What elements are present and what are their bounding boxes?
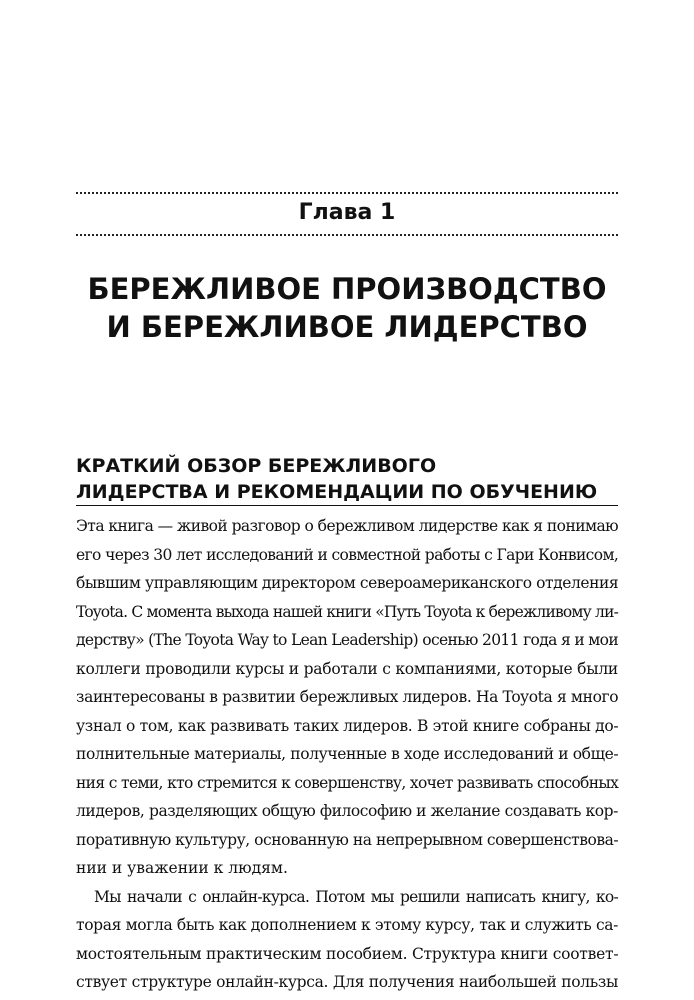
text-line: ния с теми, кто стремится к совершенству, хочет развивать способных (76, 773, 619, 792)
text-line: нии и уважении к людям. (76, 859, 288, 877)
section-heading-line: ЛИДЕРСТВА И РЕКОМЕНДАЦИИ ПО ОБУЧЕНИЮ (76, 481, 598, 503)
text-line: коллеги проводили курсы и работали с компаниями, которые были (76, 659, 618, 678)
chapter-top-dotted-rule (76, 192, 618, 194)
chapter-title-line: БЕРЕЖЛИВОЕ ПРОИЗВОДСТВО (87, 272, 607, 306)
text-line: дерству» (The Toyota Way to Lean Leadership) осенью 2011 года я и мои (76, 631, 618, 649)
text-line: торая могла быть как дополнением к этому курсу, так и служить са- (76, 916, 618, 934)
text-line: Мы начали с онлайн-курса. Потом мы решили написать книгу, ко- (94, 887, 618, 906)
text-line: Эта книга — живой разговор о бережливом лидерстве как я понимаю (76, 517, 619, 535)
paragraph-1 (76, 512, 618, 883)
text-line: ствует структуре онлайн-курса. Для получения наибольшей пользы (76, 973, 618, 991)
section-heading-underline (76, 505, 618, 506)
text-line: заинтересованы в развитии бережливых лидеров. На Toyota я много (76, 688, 619, 706)
text-line: его через 30 лет исследований и совместной работы с Гари Конвисом, (76, 545, 619, 564)
chapter-bottom-dotted-rule (76, 234, 618, 236)
paragraph-2 (76, 883, 618, 997)
section-heading (76, 453, 636, 505)
text-line: мостоятельным практическим пособием. Структура книги соответ- (76, 944, 619, 963)
text-line: лидеров, разделяющих общую философию и желание создавать кор- (76, 802, 618, 820)
chapter-label: Глава 1 (298, 200, 396, 225)
text-line: узнал о том, как развивать таких лидеров. В этой книге собраны до- (76, 716, 619, 735)
section-heading-line: КРАТКИЙ ОБЗОР БЕРЕЖЛИВОГО (76, 455, 437, 477)
body-text (76, 512, 618, 997)
chapter-title (40, 270, 654, 346)
text-line: Toyota. С момента выхода нашей книги «Путь Toyota к бережливому ли- (76, 602, 618, 621)
chapter-title-line: И БЕРЕЖЛИВОЕ ЛИДЕРСТВО (106, 310, 588, 344)
text-line: бывшим управляющим директором североамериканского отделения (76, 574, 619, 592)
text-line: полнительные материалы, полученные в ходе исследований и обще- (76, 745, 619, 763)
text-line: поративную культуру, основанную на непрерывном совершенствова- (76, 830, 619, 849)
